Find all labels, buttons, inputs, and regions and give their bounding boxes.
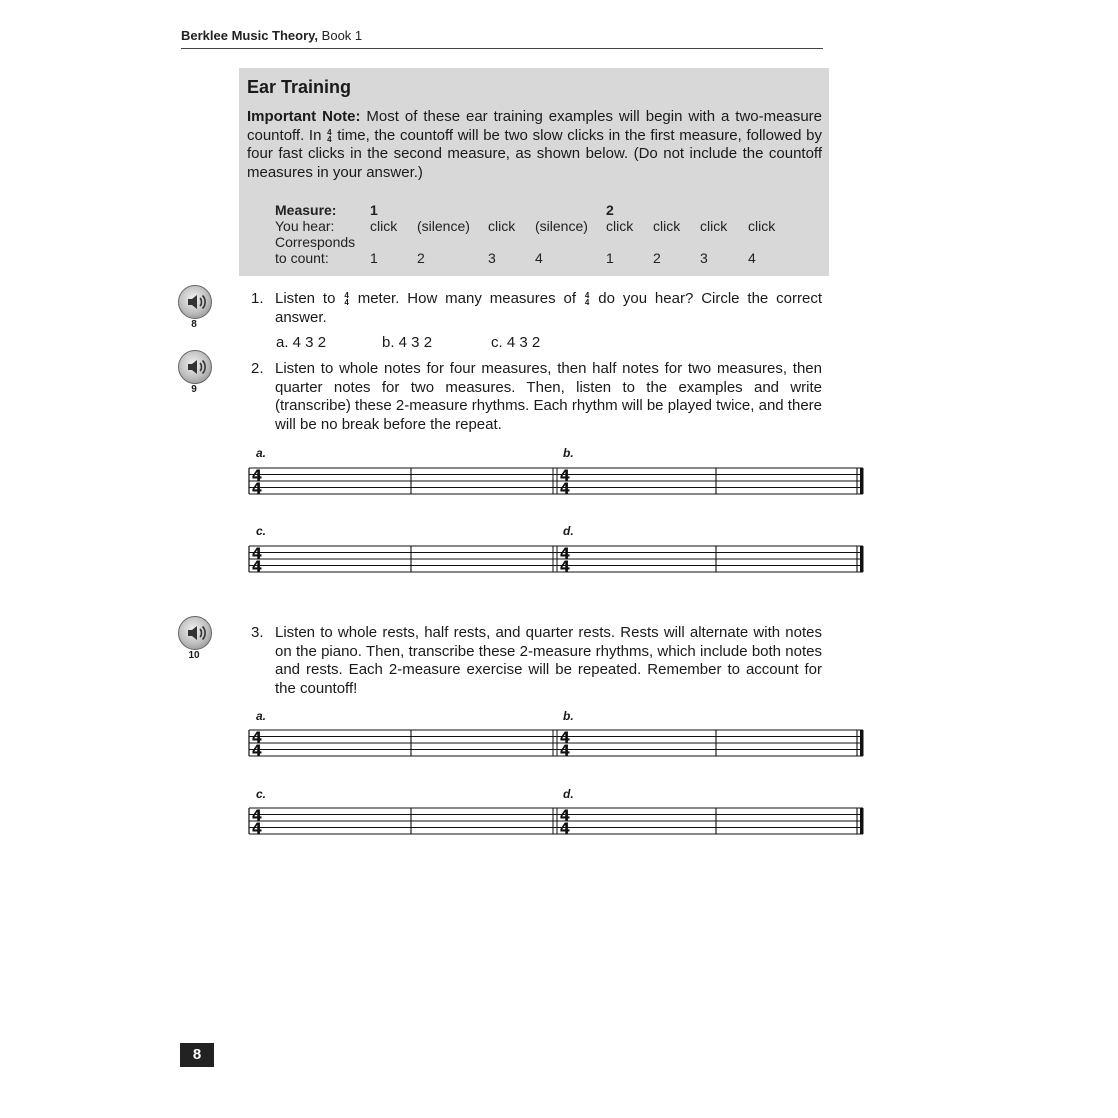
note-label: Important Note: [247, 108, 361, 125]
time-signature-bottom: 4 [251, 557, 263, 576]
speaker-icon [178, 285, 212, 319]
count-cell: 3 [700, 250, 708, 266]
time-signature-bottom: 4 [251, 819, 263, 838]
track-number: 10 [188, 650, 200, 661]
answer-choice[interactable]: c. 4 3 2 [491, 334, 541, 351]
hear-cell: (silence) [417, 218, 470, 234]
hear-cell: click [488, 218, 516, 234]
time-signature-bottom: 4 [559, 819, 571, 838]
page-number: 8 [180, 1043, 214, 1067]
staff-label: d. [563, 787, 574, 801]
staff-label: b. [563, 709, 574, 723]
time-signature-inline: 4 4 [327, 127, 332, 144]
track-number: 8 [191, 319, 197, 330]
staff-label: c. [256, 524, 267, 538]
final-barline [860, 468, 864, 494]
music-staff[interactable] [245, 462, 870, 500]
time-signature-top: 4 [559, 728, 571, 747]
book-title: Berklee Music Theory, [181, 28, 319, 43]
time-signature-bottom: 4 [559, 741, 571, 760]
track-number: 9 [191, 384, 197, 395]
count-cell: 1 [370, 250, 378, 266]
count-cell: 3 [488, 250, 496, 266]
time-signature-bottom: 4 [559, 479, 571, 498]
count-cell: 1 [606, 250, 614, 266]
audio-track-button[interactable] [178, 285, 212, 330]
time-signature [560, 545, 570, 576]
final-barline [860, 730, 864, 756]
hear-label: You hear: [275, 218, 335, 234]
time-signature-inline: 4 4 [584, 291, 590, 308]
time-signature-top: 4 [559, 544, 571, 563]
time-signature [252, 729, 262, 760]
staff-label: b. [563, 446, 574, 460]
hear-cell: click [748, 218, 776, 234]
hear-cell: click [700, 218, 728, 234]
count-cell: 2 [653, 250, 661, 266]
final-barline [860, 808, 864, 834]
audio-track-button[interactable] [178, 616, 212, 661]
time-signature-top: 4 [251, 466, 263, 485]
time-signature-top: 4 [559, 466, 571, 485]
time-signature-top: 4 [251, 806, 263, 825]
count-cell: 4 [748, 250, 756, 266]
answer-choice[interactable]: b. 4 3 2 [382, 334, 433, 351]
music-staff[interactable] [245, 540, 870, 578]
question-1-text: Listen to 4 4 meter. How many measures of 4 4 do you hear? Circle the correct answer. [275, 290, 823, 326]
question-number: 3. [251, 624, 264, 641]
time-signature [560, 729, 570, 760]
corresponds-label: Corresponds [275, 234, 356, 250]
running-header [181, 28, 823, 43]
staff-label: a. [256, 709, 267, 723]
count-cell: 2 [417, 250, 425, 266]
staff-label: a. [256, 446, 267, 460]
time-signature-top: 4 [251, 544, 263, 563]
book-volume: Book 1 [321, 28, 363, 43]
hear-cell: click [653, 218, 681, 234]
time-signature-bottom: 4 [251, 479, 263, 498]
question-2-text: Listen to whole notes for four measures, then half notes for two measures, then quarter notes for two measures. Then, listen to the examples and write (transcribe) these 2-measure rhythms. Each rhythm will be played twice, and there will be no break before the repeat. [275, 360, 822, 433]
question-3-text: Listen to whole rests, half rests, and quarter rests. Rests will alternate with notes on the piano. Then, transcribe these 2-measure rhythms, which include both notes and rests. Each 2-measure exercise will be repeated. Remember to account for the countoff! [275, 624, 822, 697]
hear-cell: (silence) [535, 218, 588, 234]
time-signature-bottom: 4 [559, 557, 571, 576]
music-staff[interactable] [245, 724, 870, 762]
hear-cell: click [370, 218, 398, 234]
time-signature [560, 467, 570, 498]
note-text-2: time, the countoff will be two slow clicks in the first measure, followed by four fast clicks in the second measure, as shown below. (Do not include the countoff measures in your answer.) [247, 126, 822, 181]
time-signature [252, 545, 262, 576]
music-staff[interactable] [245, 802, 870, 840]
answer-choice[interactable]: a. 4 3 2 [276, 334, 327, 351]
time-signature [252, 807, 262, 838]
staff-label: d. [563, 524, 574, 538]
audio-track-button[interactable] [178, 350, 212, 395]
time-signature-top: 4 [559, 806, 571, 825]
header-rule [181, 48, 823, 49]
time-signature-inline: 4 4 [344, 291, 349, 308]
important-note [247, 108, 822, 182]
final-barline [860, 546, 864, 572]
question-number: 1. [251, 290, 264, 307]
hear-cell: click [606, 218, 634, 234]
time-signature [560, 807, 570, 838]
time-signature-top: 4 [251, 728, 263, 747]
measure-2: 2 [606, 202, 614, 218]
measure-1: 1 [370, 202, 378, 218]
note-text-1: Most of these ear training examples will begin with a two-measure countoff. In [247, 108, 823, 144]
to-count-label: to count: [275, 250, 329, 266]
question-number: 2. [251, 360, 264, 377]
time-signature [252, 467, 262, 498]
section-title: Ear Training [247, 77, 352, 97]
time-signature-bottom: 4 [251, 741, 263, 760]
speaker-icon [178, 616, 212, 650]
measure-label: Measure: [275, 202, 337, 218]
staff-label: c. [256, 787, 267, 801]
speaker-icon [178, 350, 212, 384]
count-cell: 4 [535, 250, 543, 266]
